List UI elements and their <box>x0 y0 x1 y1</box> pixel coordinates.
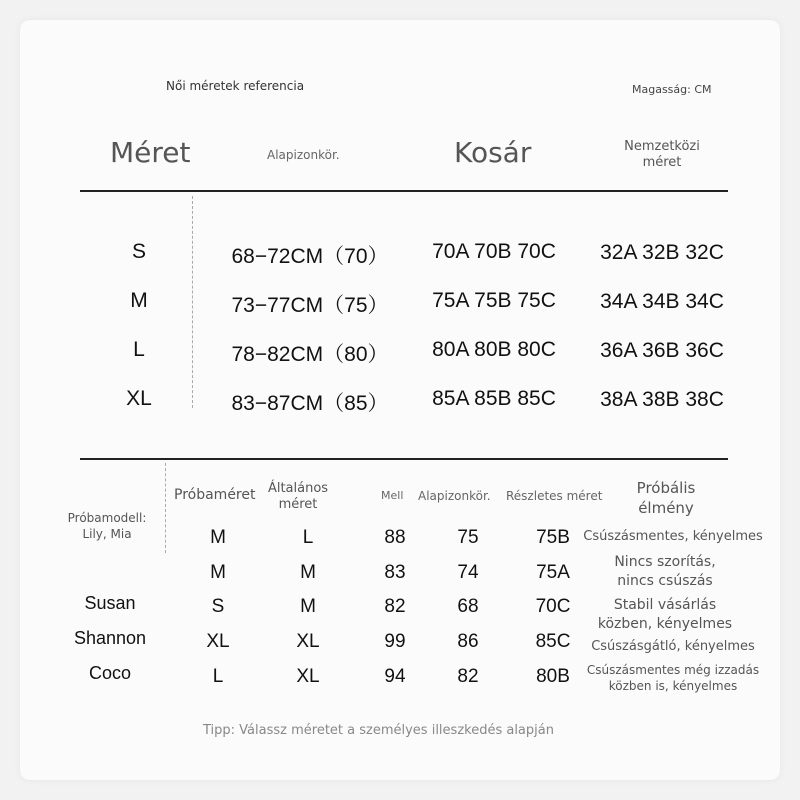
size-cell: L <box>133 338 145 361</box>
experience-cell: Csúszásgátló, kényelmes <box>591 639 755 654</box>
section-divider <box>80 458 728 460</box>
trial-column-divider <box>165 463 166 553</box>
underband-cell: 86 <box>457 631 479 652</box>
cup-cell: 80A 80B 80C <box>432 338 556 361</box>
size-cell: S <box>131 240 146 263</box>
cup-cell: 85A 85B 85C <box>432 387 556 410</box>
general-size-header: Általános méret <box>267 481 329 512</box>
size-cell: M <box>130 289 148 312</box>
header-divider <box>80 190 728 192</box>
general-size-cell: M <box>300 562 316 583</box>
experience-cell: Csúszásmentes még izzadás közben is, kényelmes <box>586 663 760 693</box>
unit-note: Magasság: CM <box>632 83 712 96</box>
trial-size-header: Próbaméret <box>174 487 256 503</box>
intl-cell: 32A 32B 32C <box>600 241 724 264</box>
underband-cell: 78−82CM（80） <box>231 343 389 366</box>
chart-title: Női méretek referencia <box>166 79 305 93</box>
models-label: Próbamodell: Lily, Mia <box>67 511 147 541</box>
underband-cell: 75 <box>457 527 479 548</box>
intl-cell: 38A 38B 38C <box>600 388 724 411</box>
bust-cell: 94 <box>384 666 406 687</box>
size-header: Méret <box>110 136 191 169</box>
trial-size-cell: L <box>212 666 224 687</box>
underband-cell: 83−87CM（85） <box>231 392 389 415</box>
trial-size-cell: S <box>211 596 225 617</box>
trial-size-cell: M <box>210 562 226 583</box>
underband-cell: 74 <box>457 562 479 583</box>
general-size-cell: L <box>302 527 314 548</box>
intl-cell: 36A 36B 36C <box>600 339 724 362</box>
bust-cell: 82 <box>384 596 406 617</box>
bust-cell: 99 <box>384 631 406 652</box>
detailed-size-cell: 80B <box>536 666 570 687</box>
general-size-cell: XL <box>296 631 320 652</box>
detailed-size-cell: 75B <box>536 527 570 548</box>
experience-cell: Nincs szorítás, nincs csúszás <box>614 554 716 589</box>
underband-cell: 82 <box>457 666 479 687</box>
experience-cell: Stabil vásárlás közben, kényelmes <box>597 597 733 632</box>
general-size-cell: XL <box>296 666 320 687</box>
underband-cell: 73−77CM（75） <box>231 294 389 317</box>
bust-cell: 88 <box>384 527 406 548</box>
model-name-cell: Coco <box>88 663 132 683</box>
intl-size-header: Nemzetközi méret <box>624 139 700 170</box>
underband-cell: 68−72CM（70） <box>231 245 389 268</box>
detailed-size-cell: 70C <box>535 596 571 617</box>
bust-cell: 83 <box>384 562 406 583</box>
underband-header-2: Alapizonkör. <box>418 489 491 503</box>
underband-header: Alapizonkör. <box>267 148 340 162</box>
model-name-cell: Susan <box>84 593 136 613</box>
trial-size-cell: XL <box>206 631 230 652</box>
detailed-size-header: Részletes méret <box>506 489 603 503</box>
general-size-cell: M <box>300 596 316 617</box>
column-divider <box>192 196 193 408</box>
model-name-cell: Shannon <box>73 628 147 648</box>
experience-header: Próbális élmény <box>636 479 696 517</box>
tip-text: Tipp: Válassz méretet a személyes illeszkedés alapján <box>203 723 554 738</box>
cup-cell: 70A 70B 70C <box>432 240 556 263</box>
bust-header: Mell <box>381 489 404 502</box>
size-cell: XL <box>126 387 152 410</box>
underband-cell: 68 <box>457 596 479 617</box>
cup-cell: 75A 75B 75C <box>432 289 556 312</box>
cup-header: Kosár <box>454 136 532 169</box>
experience-cell: Csúszásmentes, kényelmes <box>583 529 763 544</box>
detailed-size-cell: 75A <box>536 562 570 583</box>
detailed-size-cell: 85C <box>535 631 571 652</box>
intl-cell: 34A 34B 34C <box>600 290 724 313</box>
trial-size-cell: M <box>210 527 226 548</box>
